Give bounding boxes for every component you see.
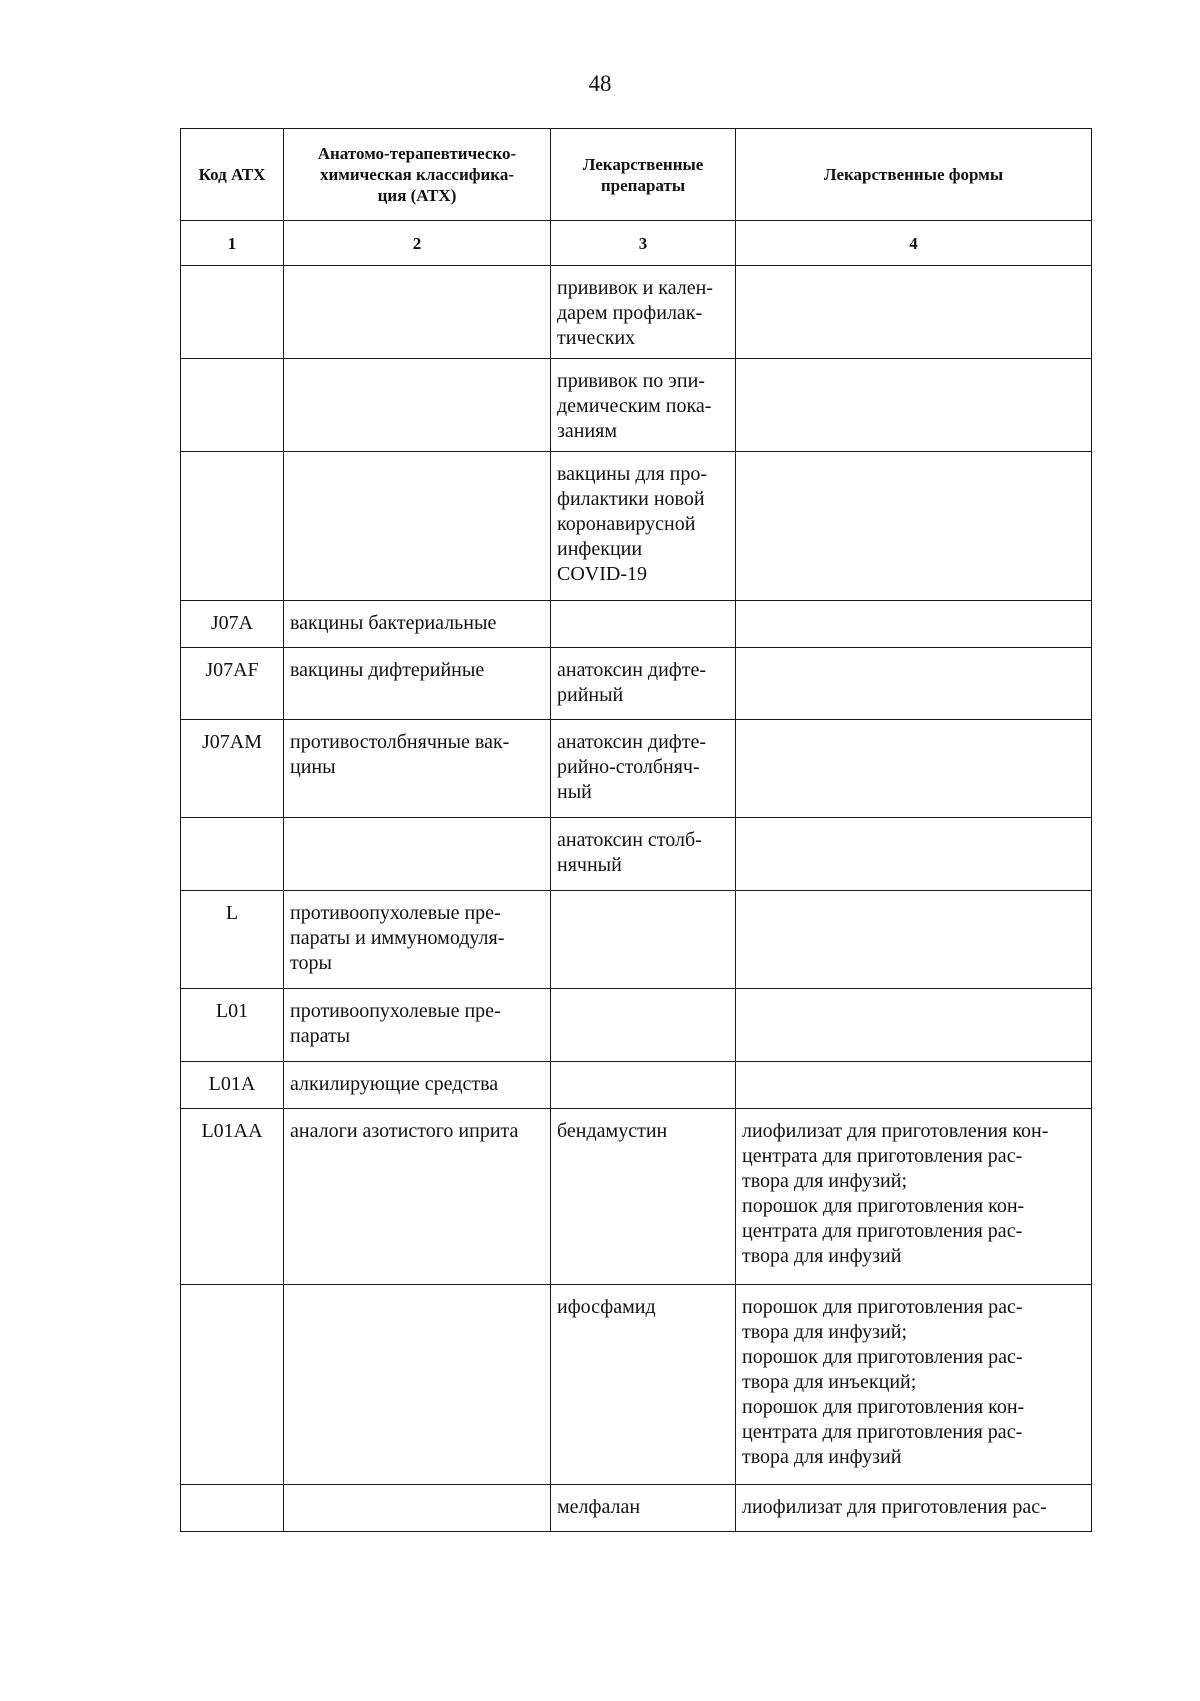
cell-dosage-forms xyxy=(736,266,1092,359)
cell-drug xyxy=(551,601,736,648)
cell-atc-code: J07AF xyxy=(181,648,284,720)
cell-dosage-forms xyxy=(736,891,1092,989)
cell-drug: прививок и кален- дарем профилак- тических xyxy=(551,266,736,359)
cell-drug: прививок по эпи- демическим пока- заниям xyxy=(551,359,736,452)
cell-drug: ифосфамид xyxy=(551,1285,736,1485)
table-row xyxy=(181,818,1092,891)
cell-atc-code xyxy=(181,818,284,891)
cell-dosage-forms xyxy=(736,359,1092,452)
cell-classification: вакцины дифтерийные xyxy=(284,648,551,720)
cell-drug xyxy=(551,989,736,1062)
cell-classification: алкилирующие средства xyxy=(284,1062,551,1109)
cell-atc-code: L01AA xyxy=(181,1109,284,1285)
column-number: 3 xyxy=(551,221,736,266)
cell-dosage-forms xyxy=(736,720,1092,818)
table-row xyxy=(181,1285,1092,1485)
cell-drug xyxy=(551,891,736,989)
cell-atc-code xyxy=(181,452,284,601)
cell-drug: анатоксин дифте- рийный xyxy=(551,648,736,720)
table-row xyxy=(181,1485,1092,1532)
table-row xyxy=(181,1109,1092,1285)
cell-atc-code xyxy=(181,1285,284,1485)
cell-dosage-forms xyxy=(736,989,1092,1062)
cell-atc-code: L01 xyxy=(181,989,284,1062)
column-number: 1 xyxy=(181,221,284,266)
cell-classification: противоопухолевые пре- параты xyxy=(284,989,551,1062)
cell-dosage-forms xyxy=(736,601,1092,648)
cell-atc-code: J07AM xyxy=(181,720,284,818)
table-row xyxy=(181,720,1092,818)
header-drugs: Лекарственные препараты xyxy=(551,129,736,221)
cell-atc-code xyxy=(181,266,284,359)
atc-drug-table xyxy=(180,128,1092,1532)
cell-dosage-forms xyxy=(736,452,1092,601)
column-number: 2 xyxy=(284,221,551,266)
table-column-numbers-row xyxy=(181,221,1092,266)
table-header-row xyxy=(181,129,1092,221)
cell-drug: анатоксин столб- нячный xyxy=(551,818,736,891)
cell-drug: анатоксин дифте- рийно-столбняч- ный xyxy=(551,720,736,818)
cell-dosage-forms: лиофилизат для приготовления кон- центрата для приготовления рас- твора для инфузий; порошок для приготовления кон- центрата для приготовления рас- твора для инфузий xyxy=(736,1109,1092,1285)
header-atc-classification: Анатомо-терапевтическо- химическая классифика- ция (АТХ) xyxy=(284,129,551,221)
cell-classification xyxy=(284,1285,551,1485)
cell-classification: противостолбнячные вак- цины xyxy=(284,720,551,818)
cell-atc-code: L01A xyxy=(181,1062,284,1109)
cell-atc-code xyxy=(181,359,284,452)
cell-classification xyxy=(284,359,551,452)
cell-dosage-forms xyxy=(736,1062,1092,1109)
cell-drug: вакцины для про- филактики новой коронавирусной инфекции COVID-19 xyxy=(551,452,736,601)
table-row xyxy=(181,648,1092,720)
table-row xyxy=(181,989,1092,1062)
table-row xyxy=(181,266,1092,359)
table-row xyxy=(181,891,1092,989)
cell-atc-code: J07A xyxy=(181,601,284,648)
cell-atc-code: L xyxy=(181,891,284,989)
table-row xyxy=(181,1062,1092,1109)
cell-classification: аналоги азотистого иприта xyxy=(284,1109,551,1285)
cell-classification xyxy=(284,1485,551,1532)
cell-dosage-forms xyxy=(736,818,1092,891)
cell-classification xyxy=(284,818,551,891)
cell-classification: противоопухолевые пре- параты и иммуномодуля- торы xyxy=(284,891,551,989)
column-number: 4 xyxy=(736,221,1092,266)
cell-drug: мелфалан xyxy=(551,1485,736,1532)
cell-dosage-forms: лиофилизат для приготовления рас- xyxy=(736,1485,1092,1532)
cell-drug xyxy=(551,1062,736,1109)
table-row xyxy=(181,359,1092,452)
cell-classification xyxy=(284,452,551,601)
cell-atc-code xyxy=(181,1485,284,1532)
table-row xyxy=(181,452,1092,601)
table-row xyxy=(181,601,1092,648)
header-atc-code: Код АТХ xyxy=(181,129,284,221)
cell-classification: вакцины бактериальные xyxy=(284,601,551,648)
cell-dosage-forms: порошок для приготовления рас- твора для инфузий; порошок для приготовления рас- твора для инъекций; порошок для приготовления кон- центрата для приготовления рас- твора для инфузий xyxy=(736,1285,1092,1485)
header-dosage-forms: Лекарственные формы xyxy=(736,129,1092,221)
cell-dosage-forms xyxy=(736,648,1092,720)
cell-classification xyxy=(284,266,551,359)
page-number: 48 xyxy=(588,71,612,96)
cell-drug: бендамустин xyxy=(551,1109,736,1285)
